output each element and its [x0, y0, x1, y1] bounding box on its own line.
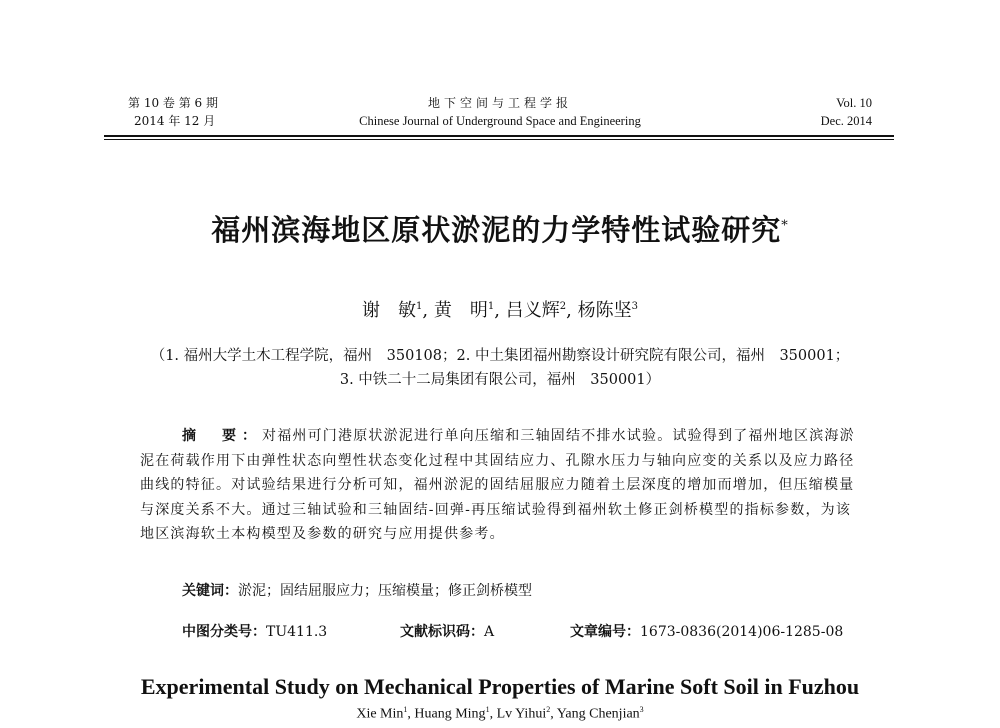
- header-rule-thick: [104, 135, 894, 137]
- author-list: [0, 296, 1000, 322]
- title-footnote-marker: *: [781, 218, 789, 234]
- header-rule-thin: [104, 139, 894, 140]
- header-date-en: Dec. 2014: [820, 114, 872, 128]
- affiliation-line: （1. 福州大学土木工程学院，福州 350108；2. 中土集团福州勘察设计研究院有限公司，福州 350001；: [150, 348, 850, 364]
- header-vol: Vol. 10: [836, 96, 872, 110]
- author-affil-sup: 1: [416, 301, 423, 312]
- header-journal-name: [300, 94, 700, 130]
- author-sep: ,: [566, 300, 572, 321]
- keywords: [182, 580, 532, 600]
- affiliation-line: 3. 中铁二十二局集团有限公司，福州 350001）: [339, 372, 661, 388]
- keywords-text: 淤泥；固结屈服应力；压缩模量；修正剑桥模型: [238, 583, 532, 599]
- author-sep-en: ,: [407, 706, 411, 722]
- header-volume-issue: 第 10 卷 第 6 期: [128, 96, 218, 110]
- abstract: [140, 424, 860, 547]
- author-affil-sup-en: 1: [485, 705, 490, 714]
- affiliations: [120, 344, 880, 392]
- clc-label: 中图分类号：: [182, 624, 266, 640]
- clc-value: TU411.3: [266, 624, 328, 640]
- journal-name-en: Chinese Journal of Underground Space and Engineering: [359, 114, 641, 128]
- author-affil-sup-en: 2: [546, 705, 551, 714]
- author-affil-sup: 1: [487, 301, 495, 312]
- author-name-en: Huang Ming: [414, 706, 486, 722]
- author-name: 谢 敏: [362, 300, 417, 321]
- article-value: 1673-0836(2014)06-1285-08: [640, 624, 844, 640]
- author-name: 吕义辉: [505, 300, 560, 321]
- author-sep-en: ,: [489, 706, 494, 722]
- author-list-en: [0, 705, 1000, 723]
- author-affil-sup: 2: [559, 301, 567, 312]
- author-name-en: Xie Min: [356, 706, 404, 722]
- paper-title-text: 福州滨海地区原状淤泥的力学特性试验研究: [211, 213, 782, 247]
- author-sep-en: ,: [550, 706, 554, 722]
- journal-name-cn: 地下空间与工程学报: [427, 96, 572, 110]
- author-name: 黄 明: [433, 300, 488, 321]
- doc-code-value: A: [484, 624, 495, 640]
- author-name-en: Lv Yihui: [496, 706, 547, 722]
- author-sep: ,: [422, 300, 429, 321]
- keywords-label: 关键词：: [182, 583, 238, 599]
- author-affil-sup: 3: [631, 301, 638, 312]
- abstract-text: 对福州可门港原状淤泥进行单向压缩和三轴固结不排水试验。试验得到了福州地区滨海淤泥在荷载作用下由弹性状态向塑性状态变化过程中其固结应力、孔隙水压力与轴向应变的关系以及应力路径曲线的特征。对试验结果进行分析可知，福州淤泥的固结屈服应力随着土层深度的增加而增加，但压缩模量与深度关系不大。通过三轴试验和三轴固结-回弹-再压缩试验得到福州软土修正剑桥模型的指标参数，为该地区滨海软土本构模型及参数的研究与应用提供参考。: [140, 428, 855, 542]
- clc-number: [182, 621, 327, 641]
- header-volume-en: [821, 94, 872, 130]
- header-date-cn: 2014 年 12 月: [134, 114, 216, 128]
- author-name: 杨陈坚: [577, 300, 632, 321]
- paper-title-en: Experimental Study on Mechanical Properties of Marine Soft Soil in Fuzhou: [140, 674, 860, 699]
- document-code: [400, 621, 494, 641]
- author-sep: ,: [494, 300, 500, 321]
- article-label: 文章编号：: [570, 624, 640, 640]
- author-affil-sup-en: 1: [403, 705, 408, 714]
- header-volume-info: [128, 94, 218, 130]
- author-name-en: Yang Chenjian: [556, 706, 640, 722]
- article-number: [570, 621, 843, 641]
- author-affil-sup-en: 3: [639, 705, 644, 714]
- doc-code-label: 文献标识码：: [400, 624, 484, 640]
- abstract-label: 摘 要：: [182, 428, 262, 444]
- paper-title: [0, 208, 1000, 249]
